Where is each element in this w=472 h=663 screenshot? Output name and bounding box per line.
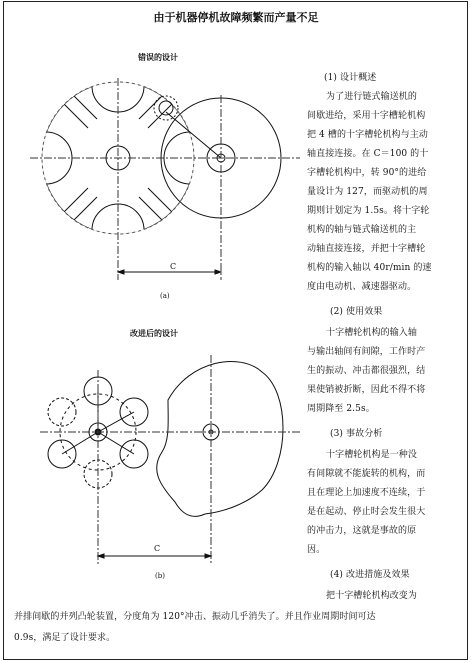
figure-b-caption: (b) xyxy=(155,572,165,580)
body-line: 量设计为 127，而驱动机的周 xyxy=(307,187,428,197)
body-line: 机构的轴与链式输送机的主 xyxy=(307,225,417,235)
body-line: 十字槽轮机构的输入轴 xyxy=(326,328,418,338)
figure-b-dimension-label: C xyxy=(154,544,161,553)
section-heading-2: (2) 使用效果 xyxy=(330,307,383,317)
body-line: 轴直接连接。在 C＝100 的十 xyxy=(307,149,429,159)
section-heading-1: (1) 设计概述 xyxy=(324,73,377,83)
body-line: 周期降至 2.5s。 xyxy=(307,404,375,414)
figure-a-caption: (a) xyxy=(160,292,170,300)
figure-a-heading: 错误的设计 xyxy=(138,53,178,62)
body-line: 间歇进给，采用十字槽轮机构 xyxy=(307,111,426,121)
body-line: 把十字槽轮机构改变为 xyxy=(326,591,418,601)
body-line: 十字槽轮机构是一种没 xyxy=(326,450,418,460)
body-line: 并排间歇的并列凸轮装置，分度角为 120°冲击、振动几乎消失了。并且作业周期时间可达 xyxy=(14,612,376,622)
body-line: 度由电动机、减速器驱动。 xyxy=(307,282,417,292)
body-line: 生的振动、冲击都很强烈，结 xyxy=(307,366,426,376)
body-line: 是在起动、停止时会发生很大 xyxy=(307,507,426,517)
body-line: 因。 xyxy=(307,545,326,555)
page-title: 由于机器停机故障频繁而产量不足 xyxy=(153,11,319,24)
section-heading-3: (3) 事故分析 xyxy=(330,429,383,439)
body-line: 有间隙就不能旋转的机构，而 xyxy=(307,469,426,479)
body-line: 为了进行链式输送机的 xyxy=(326,92,418,102)
body-line: 的冲击力，这就是事故的原 xyxy=(307,526,417,536)
body-line: 机构的输入轴以 40r/min 的速 xyxy=(307,263,432,273)
body-line: 字槽轮机构中，转 90°的进给 xyxy=(307,168,427,178)
body-line: 把 4 槽的十字槽轮机构与主动 xyxy=(307,130,428,140)
body-line: 0.9s，满足了设计要求。 xyxy=(14,633,116,643)
section-heading-4: (4) 改进措施及效果 xyxy=(330,570,410,580)
figure-a-dimension-label: C xyxy=(170,262,177,271)
body-line: 动轴直接连接，并把十字槽轮 xyxy=(307,244,426,254)
body-line: 且在理论上加速度不连续，于 xyxy=(307,488,426,498)
body-line: 果使销被折断，因此不得不将 xyxy=(307,385,426,395)
body-line: 与输出轴间有间隙，工作时产 xyxy=(307,347,426,357)
figure-b-heading: 改进后的设计 xyxy=(130,329,178,338)
body-line: 期则计划定为 1.5s。将十字轮 xyxy=(307,206,430,216)
